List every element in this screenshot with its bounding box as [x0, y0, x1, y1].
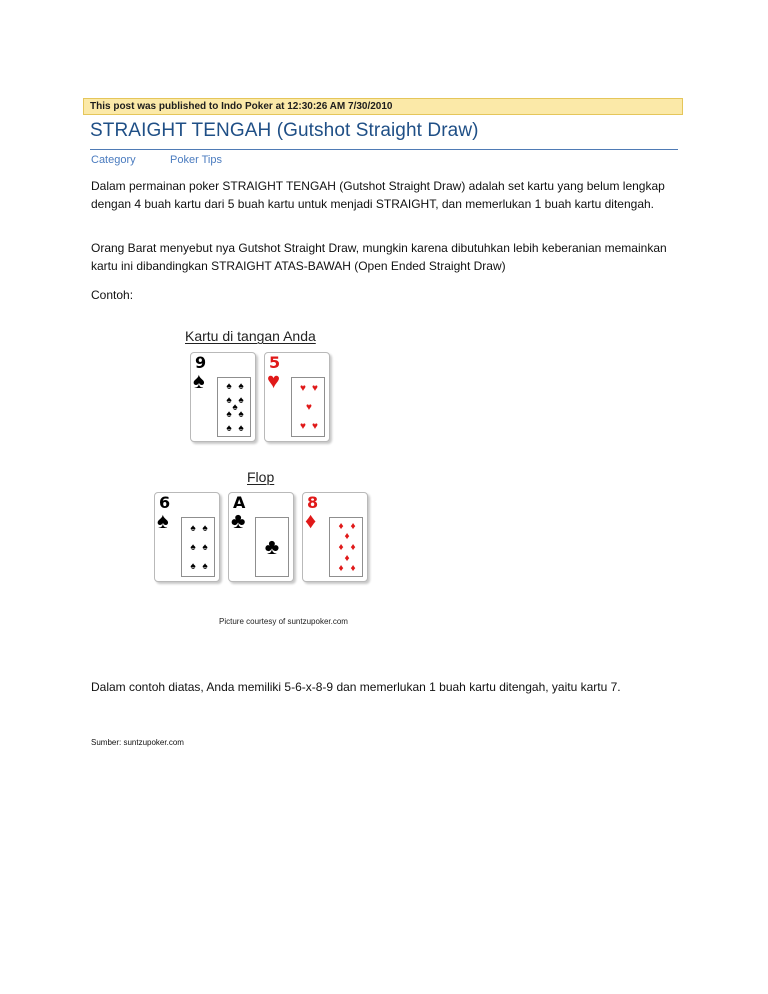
diamond-icon: ♦ [305, 508, 317, 533]
example-heading: Contoh: [91, 288, 134, 302]
heart-pip-icon: ♥ [306, 402, 312, 413]
diamond-pip-icon: ♦ [350, 563, 356, 574]
flop-card-3 [302, 492, 368, 582]
spade-pip-icon: ♠ [232, 402, 238, 413]
heart-pip-icon: ♥ [300, 421, 306, 432]
card-rank: 8 [307, 493, 319, 512]
heart-pip-icon: ♥ [300, 383, 306, 394]
image-credit: Picture courtesy of suntzupoker.com [219, 617, 348, 626]
card-rank: 6 [159, 493, 171, 512]
card-rank: A [233, 493, 246, 512]
card-pip-area [255, 517, 289, 577]
diamond-pip-icon: ♦ [338, 563, 344, 574]
card-pip-area [329, 517, 363, 577]
flop-title: Flop [247, 469, 275, 485]
spade-pip-icon: ♠ [238, 381, 244, 392]
source-note: Sumber: suntzupoker.com [91, 738, 184, 747]
diamond-pip-icon: ♦ [350, 521, 356, 532]
hand-title: Kartu di tangan Anda [185, 328, 316, 344]
diamond-pip-icon: ♦ [338, 542, 344, 553]
spade-pip-icon: ♠ [226, 423, 232, 434]
spade-pip-icon: ♠ [202, 561, 208, 572]
spade-pip-icon: ♠ [190, 542, 196, 553]
diamond-pip-icon: ♦ [338, 521, 344, 532]
flop-card-2 [228, 492, 294, 582]
diamond-pip-icon: ♦ [350, 542, 356, 553]
spade-pip-icon: ♠ [226, 409, 232, 420]
spade-icon: ♠ [193, 368, 205, 393]
card-rank: 9 [195, 353, 207, 372]
paragraph-conclusion: Dalam contoh diatas, Anda memiliki 5-6-x-8-9 dan memerlukan 1 buah kartu ditengah, yaitu kartu 7. [91, 680, 621, 694]
paragraph-definition: Dalam permainan poker STRAIGHT TENGAH (Gutshot Straight Draw) adalah set kartu yang belum lengkap dengan 4 buah kartu dari 5 buah kartu untuk menjadi STRAIGHT, dan memerlukan 1 buah kartu ditengah. [91, 179, 665, 211]
spade-pip-icon: ♠ [190, 523, 196, 534]
card-example-figure [150, 322, 380, 632]
spade-pip-icon: ♠ [238, 423, 244, 434]
spade-icon: ♠ [157, 508, 169, 533]
spade-pip-icon: ♠ [202, 523, 208, 534]
spade-pip-icon: ♠ [226, 395, 232, 406]
club-icon: ♣ [231, 508, 246, 533]
spade-pip-icon: ♠ [202, 542, 208, 553]
hand-card-1 [190, 352, 256, 442]
heart-icon: ♥ [267, 368, 281, 393]
heart-pip-icon: ♥ [312, 421, 318, 432]
heart-pip-icon: ♥ [312, 383, 318, 394]
category-link[interactable]: Poker Tips [170, 154, 222, 166]
category-label: Category [91, 154, 136, 166]
diamond-pip-icon: ♦ [344, 531, 350, 542]
post-title: STRAIGHT TENGAH (Gutshot Straight Draw) [90, 120, 479, 141]
card-pip-area [181, 517, 215, 577]
spade-pip-icon: ♠ [190, 561, 196, 572]
paragraph-western-name: Orang Barat menyebut nya Gutshot Straight Draw, mungkin karena dibutuhkan lebih keberanian memainkan kartu ini dibandingkan STRAIGHT ATAS-BAWAH (Open Ended Straight Draw) [91, 241, 667, 273]
spade-pip-icon: ♠ [238, 395, 244, 406]
title-divider [90, 149, 678, 150]
card-pip-area [291, 377, 325, 437]
spade-pip-icon: ♠ [238, 409, 244, 420]
publish-banner: This post was published to Indo Poker at 12:30:26 AM 7/30/2010 [83, 98, 683, 115]
card-rank: 5 [269, 353, 281, 372]
flop-card-1 [154, 492, 220, 582]
hand-card-2 [264, 352, 330, 442]
club-pip-icon: ♣ [264, 534, 280, 559]
spade-pip-icon: ♠ [226, 381, 232, 392]
card-pip-area [217, 377, 251, 437]
diamond-pip-icon: ♦ [344, 553, 350, 564]
